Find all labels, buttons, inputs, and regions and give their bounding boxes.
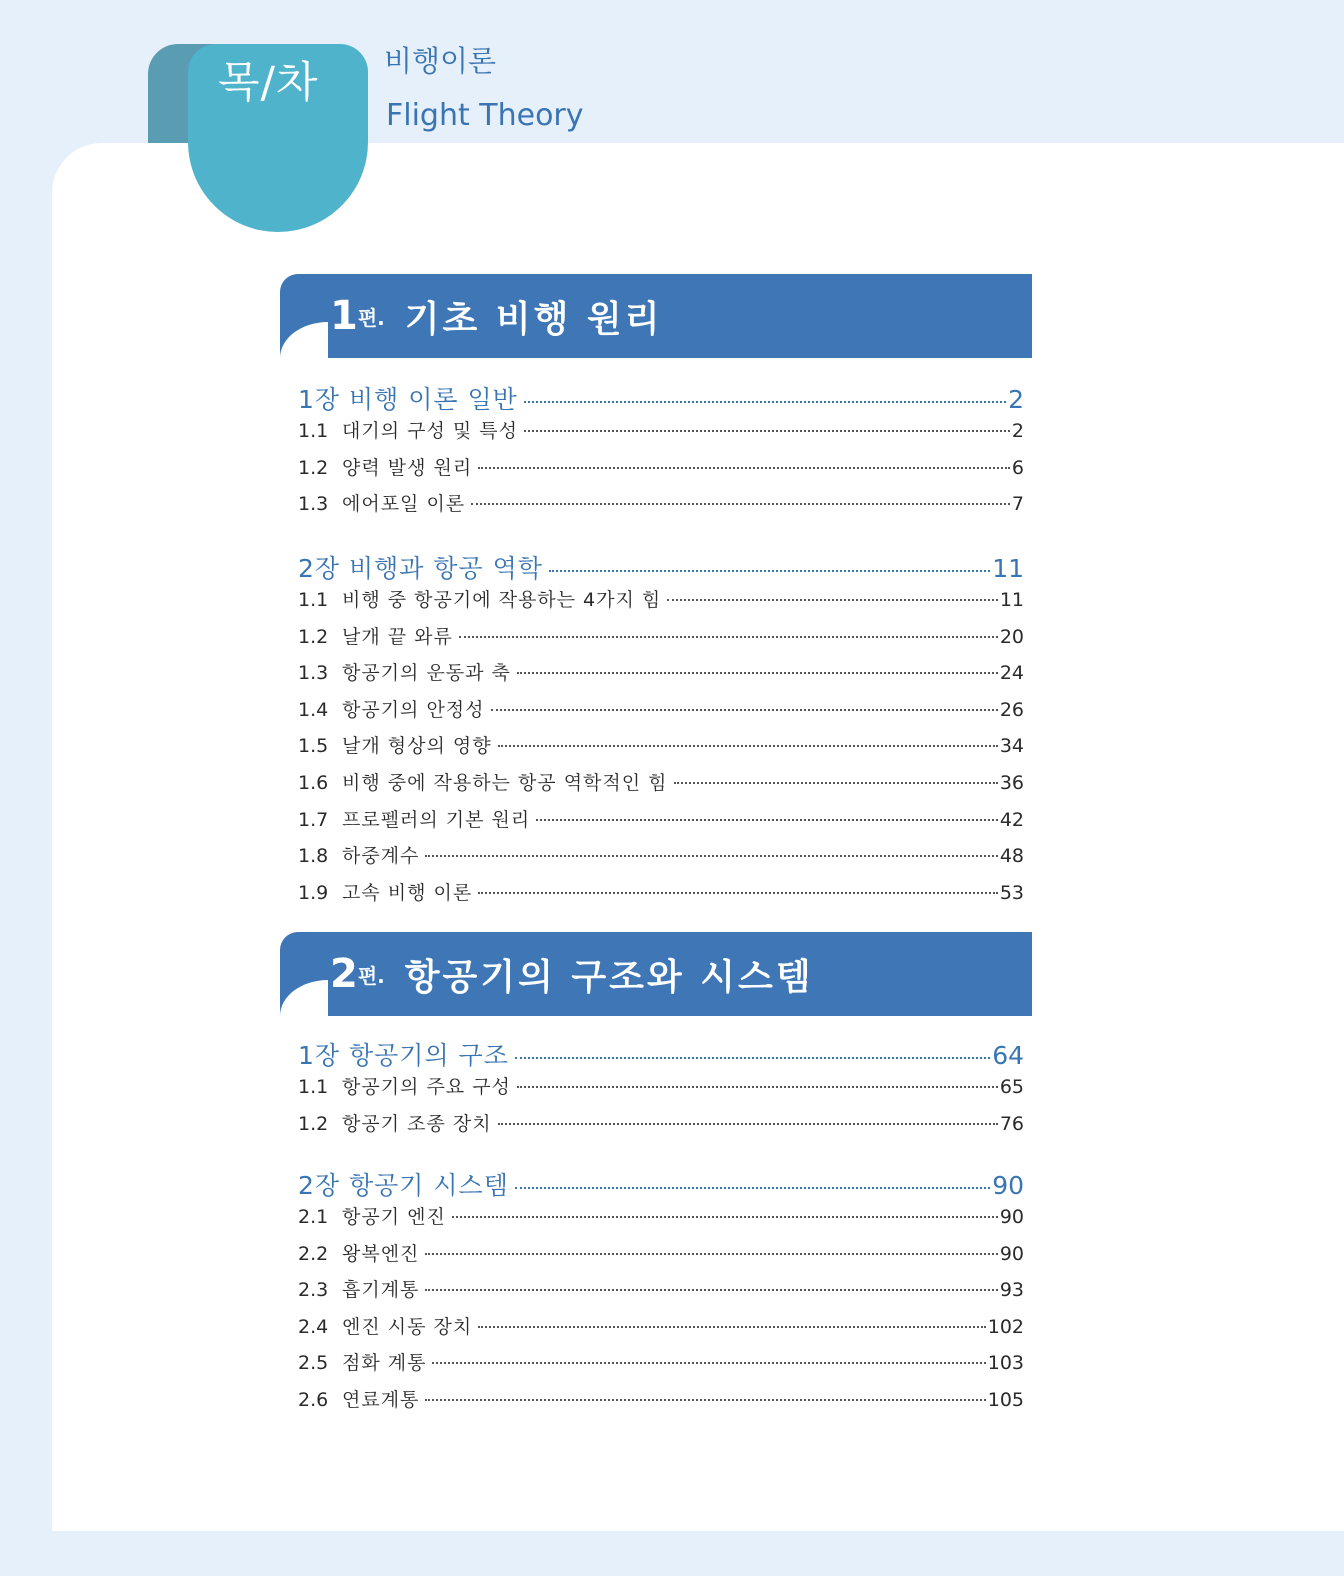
section-title: 비행 중에 작용하는 항공 역학적인 힘 bbox=[342, 771, 668, 794]
dot-leader bbox=[425, 1399, 985, 1401]
section-number: 2.5 bbox=[298, 1352, 329, 1375]
dot-leader bbox=[459, 636, 998, 638]
chapter-entry[interactable] bbox=[298, 1036, 1024, 1072]
part-title: 항공기의 구조와 시스템 bbox=[404, 956, 814, 998]
section-entry[interactable] bbox=[298, 1239, 1024, 1276]
section-page: 26 bbox=[999, 698, 1024, 721]
part-suffix: 편. bbox=[357, 963, 385, 988]
part-title: 기초 비행 원리 bbox=[404, 298, 663, 340]
section-number: 1.1 bbox=[298, 589, 329, 611]
chapter-title: 2장 비행과 항공 역학 bbox=[298, 554, 543, 583]
section-number: 1.1 bbox=[298, 1076, 329, 1098]
section-title: 항공기 엔진 bbox=[342, 1206, 446, 1228]
section-page: 2 bbox=[1011, 420, 1024, 442]
section-entry[interactable] bbox=[298, 695, 1024, 732]
section-number: 1.7 bbox=[298, 808, 329, 831]
dot-leader bbox=[478, 1326, 986, 1328]
dot-leader bbox=[478, 892, 998, 894]
section-page: 103 bbox=[987, 1352, 1024, 1375]
section-number: 2.2 bbox=[298, 1242, 329, 1265]
section-entry[interactable] bbox=[298, 768, 1024, 805]
chapter-title: 2장 항공기 시스템 bbox=[298, 1171, 509, 1200]
section-title: 항공기 조종 장치 bbox=[342, 1112, 492, 1135]
section-entry[interactable] bbox=[298, 1202, 1024, 1239]
chapter-title: 1장 항공기의 구조 bbox=[298, 1041, 509, 1070]
part-number: 2 bbox=[330, 951, 358, 997]
chapter-page: 90 bbox=[992, 1171, 1024, 1200]
section-page: 6 bbox=[1011, 456, 1024, 479]
section-page: 42 bbox=[999, 808, 1024, 831]
section-entry[interactable] bbox=[298, 453, 1024, 490]
section-number: 1.5 bbox=[298, 735, 329, 758]
section-entry[interactable] bbox=[298, 658, 1024, 695]
section-number: 2.1 bbox=[298, 1206, 329, 1228]
part-2-chapter-1 bbox=[298, 1036, 1024, 1145]
section-number: 2.4 bbox=[298, 1315, 329, 1338]
section-number: 1.3 bbox=[298, 493, 329, 516]
section-title: 왕복엔진 bbox=[342, 1242, 420, 1265]
section-title: 비행 중 항공기에 작용하는 4가지 힘 bbox=[342, 589, 662, 611]
dot-leader bbox=[452, 1216, 998, 1218]
section-number: 1.3 bbox=[298, 662, 329, 685]
section-title: 날개 형상의 영향 bbox=[342, 735, 492, 758]
dot-leader bbox=[491, 709, 998, 711]
section-entry[interactable] bbox=[298, 878, 1024, 915]
chapter-entry[interactable] bbox=[298, 380, 1024, 416]
chapter-entry[interactable] bbox=[298, 549, 1024, 585]
section-number: 2.6 bbox=[298, 1388, 329, 1411]
section-title: 항공기의 안정성 bbox=[342, 698, 485, 721]
section-number: 1.9 bbox=[298, 881, 329, 904]
section-page: 36 bbox=[999, 771, 1024, 794]
dot-leader bbox=[674, 782, 998, 784]
section-entry[interactable] bbox=[298, 1109, 1024, 1146]
chapter-entry[interactable] bbox=[298, 1166, 1024, 1202]
section-page: 102 bbox=[987, 1315, 1024, 1338]
dot-leader bbox=[432, 1362, 985, 1364]
section-entry[interactable] bbox=[298, 841, 1024, 878]
section-page: 93 bbox=[999, 1279, 1024, 1302]
section-title: 점화 계통 bbox=[342, 1352, 427, 1375]
section-entry[interactable] bbox=[298, 489, 1024, 526]
dot-leader bbox=[524, 430, 1010, 432]
part-2-banner bbox=[280, 932, 1032, 1016]
section-title: 프로펠러의 기본 원리 bbox=[342, 808, 531, 831]
dot-leader bbox=[471, 503, 1010, 505]
dot-leader bbox=[515, 1057, 990, 1059]
section-page: 90 bbox=[999, 1242, 1024, 1265]
section-title: 양력 발생 원리 bbox=[342, 456, 473, 479]
section-page: 76 bbox=[999, 1112, 1024, 1135]
chapter-title: 1장 비행 이론 일반 bbox=[298, 385, 518, 414]
section-title: 항공기의 운동과 축 bbox=[342, 662, 511, 685]
dot-leader bbox=[524, 401, 1006, 403]
toc-tab-label: 목/차 bbox=[218, 58, 319, 108]
section-number: 1.6 bbox=[298, 771, 329, 794]
part-suffix: 편. bbox=[357, 305, 385, 330]
section-entry[interactable] bbox=[298, 1275, 1024, 1312]
part-1-chapter-2 bbox=[298, 549, 1024, 914]
dot-leader bbox=[536, 819, 998, 821]
section-page: 24 bbox=[999, 662, 1024, 685]
section-entry[interactable] bbox=[298, 1385, 1024, 1422]
section-entry[interactable] bbox=[298, 585, 1024, 622]
section-number: 1.1 bbox=[298, 420, 329, 442]
dot-leader bbox=[667, 599, 998, 601]
dot-leader bbox=[517, 672, 998, 674]
dot-leader bbox=[498, 745, 998, 747]
section-title: 흡기계통 bbox=[342, 1279, 420, 1302]
section-entry[interactable] bbox=[298, 622, 1024, 659]
section-entry[interactable] bbox=[298, 805, 1024, 842]
book-title-korean: 비행이론 bbox=[384, 44, 497, 78]
section-title: 엔진 시동 장치 bbox=[342, 1315, 473, 1338]
dot-leader bbox=[478, 467, 1010, 469]
dot-leader bbox=[425, 1289, 997, 1291]
section-page: 48 bbox=[999, 845, 1024, 868]
section-entry[interactable] bbox=[298, 731, 1024, 768]
dot-leader bbox=[515, 1187, 990, 1189]
section-entry[interactable] bbox=[298, 416, 1024, 453]
dot-leader bbox=[498, 1123, 998, 1125]
section-number: 1.2 bbox=[298, 625, 329, 648]
chapter-page: 11 bbox=[992, 554, 1024, 583]
section-number: 1.2 bbox=[298, 1112, 329, 1135]
dot-leader bbox=[517, 1086, 998, 1088]
section-entry[interactable] bbox=[298, 1072, 1024, 1109]
section-number: 1.8 bbox=[298, 845, 329, 868]
chapter-page: 64 bbox=[992, 1041, 1024, 1070]
section-title: 대기의 구성 및 특성 bbox=[342, 420, 518, 442]
section-title: 연료계통 bbox=[342, 1388, 420, 1411]
section-entry[interactable] bbox=[298, 1348, 1024, 1385]
section-title: 날개 끝 와류 bbox=[342, 625, 453, 648]
section-number: 2.3 bbox=[298, 1279, 329, 1302]
dot-leader bbox=[425, 855, 997, 857]
section-page: 90 bbox=[999, 1206, 1024, 1228]
chapter-page: 2 bbox=[1008, 385, 1024, 414]
section-page: 20 bbox=[999, 625, 1024, 648]
part-1-chapter-1 bbox=[298, 380, 1024, 526]
section-number: 1.4 bbox=[298, 698, 329, 721]
dot-leader bbox=[549, 570, 990, 572]
section-page: 53 bbox=[999, 881, 1024, 904]
section-page: 11 bbox=[999, 589, 1024, 611]
part-2-chapter-2 bbox=[298, 1166, 1024, 1422]
section-page: 34 bbox=[999, 735, 1024, 758]
part-number: 1 bbox=[330, 293, 358, 339]
section-entry[interactable] bbox=[298, 1312, 1024, 1349]
section-title: 하중계수 bbox=[342, 845, 420, 868]
part-1-banner bbox=[280, 274, 1032, 358]
book-title-english: Flight Theory bbox=[386, 98, 584, 133]
section-title: 고속 비행 이론 bbox=[342, 881, 473, 904]
section-title: 에어포일 이론 bbox=[342, 493, 466, 516]
section-number: 1.2 bbox=[298, 456, 329, 479]
section-page: 7 bbox=[1011, 493, 1024, 516]
section-page: 65 bbox=[999, 1076, 1024, 1098]
dot-leader bbox=[425, 1253, 997, 1255]
section-title: 항공기의 주요 구성 bbox=[342, 1076, 511, 1098]
section-page: 105 bbox=[987, 1388, 1024, 1411]
